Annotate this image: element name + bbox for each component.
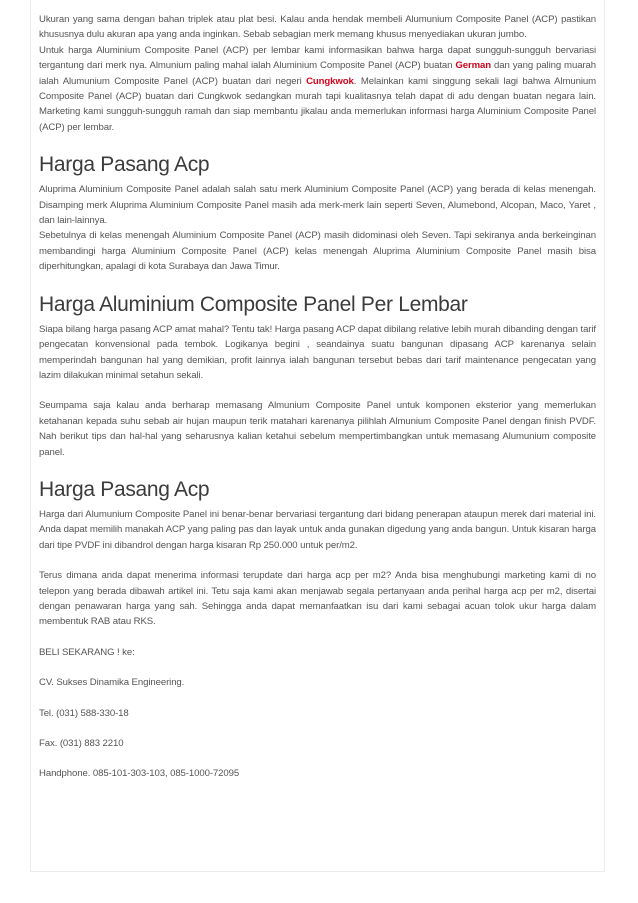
cungkwok-highlight: Cungkwok (306, 75, 354, 87)
intro-paragraph-1: Ukuran yang sama dengan bahan triplek atau plat besi. Kalau anda hendak membeli Alumunium Composite Panel (ACP) pastikan khususnya dulu akuran apa yang anda inginkan. Sebab sebagian merk memang khusus menyediakan ukuran jumbo. (39, 14, 596, 41)
intro-text-a: Untuk harga Aluminium Composite Panel (ACP) per lembar kami informasikan bahwa harga dapat sungguh-sungguh bervariasi tergantung dari merk nya. Almunium paling mahal ialah Aluminium Composite Panel (ACP) buatan (39, 44, 596, 72)
intro-text-b: dan yang paling muarah ialah Alumunium Composite Panel (ACP) buatan dari negeri (39, 60, 596, 87)
section2-paragraph-2: Seumpama saja kalau anda berharap memasang Almunium Composite Panel untuk komponen eksterior yang memerlukan ketahanan kepada suhu sebab air hujan maupun terik matahari karenanya pilihlah Almunium Composite Panel dengan finish PVDF. Nah berikut tips dan hal-hal yang seharusnya kalian ketahui sebelum mempertimbangkan untuk memasang Alumunium composite panel. (39, 400, 596, 458)
telephone: Tel. (031) 588-330-18 (39, 707, 129, 719)
cta-text: BELI SEKARANG ! ke: (39, 646, 135, 658)
section3-paragraph-1: Harga dari Alumunium Composite Panel ini benar-benar bervariasi tergantung dari bidang penerapan ataupun merek dari material ini. Anda dapat memilih manakah ACP yang paling pas dan layak untuk anda gunakan digedung yang anda bangun. Untuk kisaran harga dari tipe PVDF ini dibandrol dengan harga kisaran Rp 250.000 untuk per/m2. (39, 508, 596, 551)
section2-paragraph-1: Siapa bilang harga pasang ACP amat mahal? Tentu tak! Harga pasang ACP dapat dibilang relative lebih murah dibanding dengan tarif pengecatan konvensional pada tembok. Logikanya begini , seandainya suatu bangunan dipasang ACP karenanya selain memperindah bangunan hal yang demikian, profit lainnya ialah bangunan tersebut bebas dari tarif maintenance pengecatan yang lazim dilakukan minimal setahun sekali. (39, 323, 596, 381)
section1-paragraph-2: Sebetulnya di kelas menengah Aluminium Composite Panel (ACP) masih didominasi oleh Seven. Tapi sekiranya anda berkeinginan membandingi harga Aluminium Composite Panel (ACP) kelas menengah Aluprima Aluminium Composite Panel masih bisa diperhitungkan, apalagi di kota Surabaya dan Jawa Timur. (39, 230, 596, 273)
intro-paragraph-2 (39, 43, 596, 135)
fax: Fax. (031) 883 2210 (39, 738, 124, 749)
german-highlight: German (455, 60, 492, 72)
section3-paragraph-2: Terus dimana anda dapat menerima informasi terupdate dari harga acp per m2? Anda bisa menghubungi marketing kami di no telepon yang berada dibawah artikel ini. Tetu saja kami akan menjawab segala pertanyaan anda perihal harga acp per m2, disertai dengan penawaran harga yang sah. Sehingga anda dapat memanfaatkan isu dari kami sebagai acuan tolok ukur harga dalam membentuk RAB atau RKS. (39, 570, 596, 628)
section1-paragraph-1: Aluprima Aluminium Composite Panel adalah salah satu merk Aluminium Composite Panel (ACP) yang berada di kelas menengah. Disamping merk Aluprima Aluminium Composite Panel masih ada merk-merk lain seperti Seven, Alumebond, Alcopan, Maco, Yaret , dan lain-lainnya. (39, 184, 596, 227)
intro-text-c: . Melainkan kami singgung sekali lagi bahwa Almunium Composite Panel (ACP) buatan dari Cungkwok sedangkan murah tapi kualitasnya telah dapat di adu dengan buatan negara lain. Marketing kami sungguh-sungguh ramah dan siap membantu jikalau anda memerlukan informasi harga Aluminium Composite Panel (ACP) per lembar. (39, 75, 596, 133)
article-page (30, 0, 605, 872)
section-heading-harga-pasang-acp: Harga Pasang Acp (39, 153, 210, 177)
section-heading-harga-acp-per-lembar: Harga Aluminium Composite Panel Per Lembar (39, 292, 468, 316)
handphone: Handphone. 085-101-303-103, 085-1000-72095 (39, 768, 240, 780)
section-heading-harga-pasang-acp-2: Harga Pasang Acp (39, 477, 210, 501)
company-name: CV. Sukses Dinamika Engineering. (39, 677, 185, 689)
